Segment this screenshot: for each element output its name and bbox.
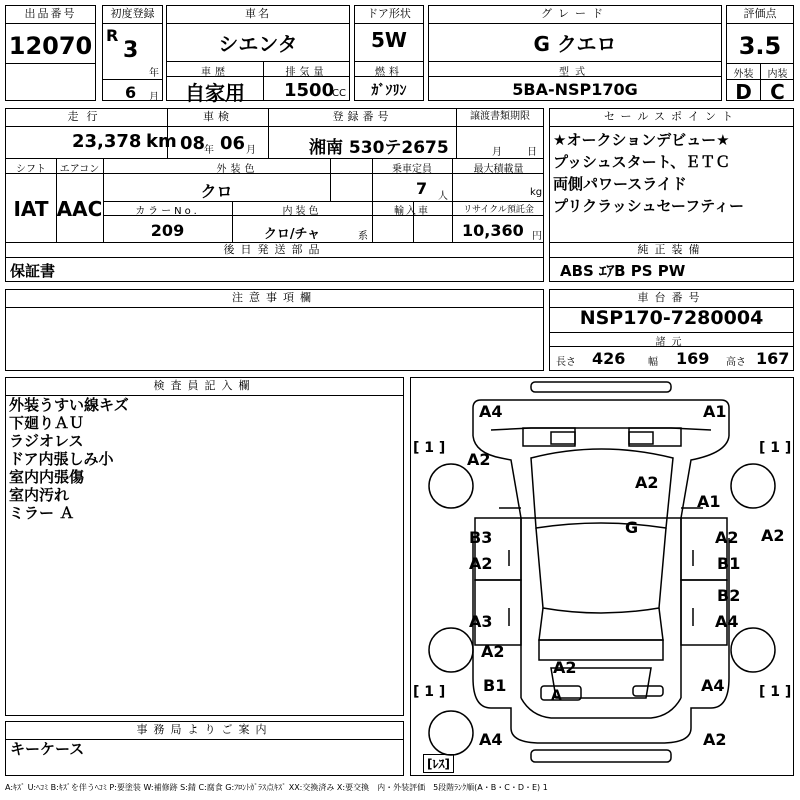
int-grade: C	[770, 80, 785, 104]
color-no-value: 209	[150, 221, 185, 240]
mark-a2-roof: A2	[553, 658, 577, 677]
shift-label: シフト	[16, 164, 46, 175]
history-label: 車歴	[201, 67, 229, 78]
car-name-box	[166, 5, 350, 62]
spec-grid	[5, 158, 544, 243]
first-reg-year-unit: 年	[149, 68, 159, 79]
later-parts-value: 保証書	[10, 262, 56, 280]
shift-value: IAT	[13, 197, 49, 221]
inspector-item-5: 室内内張傷	[9, 468, 85, 486]
mark-b2-r: B2	[717, 586, 741, 605]
height-label: 高さ	[726, 357, 746, 368]
inspector-item-7: ミラー Ａ	[9, 504, 75, 522]
chassis-value: NSP170-7280004	[579, 307, 764, 329]
specs-label: 諸元	[655, 337, 688, 348]
chassis-box	[549, 289, 794, 371]
score-value: 3.5	[738, 32, 782, 60]
displacement-value: 1500	[284, 80, 335, 101]
ext-grade-label: 外装	[733, 69, 754, 80]
inspector-box	[5, 377, 404, 716]
lot-box	[5, 5, 96, 101]
fuel-box	[354, 61, 424, 101]
inspector-item-1: 外装うすい線キズ	[9, 396, 129, 414]
inspector-item-2: 下廻りＡＵ	[9, 414, 85, 432]
fuel-value: ｶﾞｿﾘﾝ	[371, 83, 407, 99]
mark-a2-ld: A2	[469, 554, 493, 573]
mark-b1-r: B1	[717, 554, 741, 573]
transfer-month-unit: 月	[492, 147, 502, 158]
inspection-year-unit: 年	[204, 145, 214, 156]
office-box	[5, 721, 404, 776]
mark-a1-fr: A1	[697, 492, 721, 511]
legend: A:ｷｽﾞ U:ﾍｺﾐ B:ｷｽﾞを伴うﾍｺﾐ P:要塗装 W:補修跡 S:錆 C:腐食 G:ﾌﾛﾝﾄｶﾞﾗｽ点ｷｽﾞ XX:交換済み X:要交換 内・外装評価 5段階ﾗﾝｸ順(A・B・C・D・E) 1	[5, 783, 548, 792]
tyre-rl-depth: [ 1 ]	[413, 684, 446, 700]
sales-point-2: プッシュスタート、ＥＴＣ	[553, 153, 731, 171]
exterior-color-value: クロ	[200, 182, 233, 201]
ext-grade: D	[735, 80, 752, 104]
mileage-label: 走行	[6, 109, 167, 127]
grade-label: グレード	[429, 6, 721, 24]
length-value: 426	[592, 349, 626, 368]
transfer-label: 譲渡書類期限	[457, 109, 543, 127]
displacement-unit: CC	[332, 88, 346, 99]
first-reg-label: 初度登録	[103, 6, 162, 24]
model-value: 5BA-NSP170G	[512, 80, 638, 99]
lot-number: 12070	[8, 32, 93, 60]
ac-label: エアコン	[59, 164, 100, 175]
equipment-value: ABS ｴｱB PS PW	[560, 262, 686, 280]
lot-label: 出品番号	[6, 6, 95, 24]
first-reg-month: 6	[125, 83, 137, 102]
inspection-label: 車検	[168, 109, 268, 127]
sales-points-box	[549, 108, 794, 243]
mark-a2-rd: A2	[715, 528, 739, 547]
sales-point-1: ★オークションデビュー★	[553, 131, 730, 149]
mark-a2-fl: A2	[467, 450, 491, 469]
interior-color-value: クロ/チャ	[263, 227, 321, 242]
width-value: 169	[676, 349, 710, 368]
history-box	[166, 61, 264, 105]
inspection-month-unit: 月	[246, 145, 256, 156]
color-no-label: カラーNo.	[135, 206, 200, 217]
reg-no-value: 湘南 530テ2675	[309, 138, 449, 158]
mark-a2-lr: A2	[481, 642, 505, 661]
capacity-label: 乗車定員	[392, 164, 432, 175]
inspector-item-3: ラジオレス	[9, 432, 84, 450]
door-type: 5W	[371, 28, 407, 52]
reg-no-box	[268, 108, 457, 159]
inspection-box	[167, 108, 269, 159]
car-name-label: 車名	[167, 6, 349, 24]
later-parts-label: 後日発送部品	[6, 243, 543, 258]
recycle-label: リサイクル預託金	[463, 205, 534, 215]
notes-label: 注意事項欄	[6, 290, 543, 308]
tyre-rr-depth: [ 1 ]	[759, 684, 792, 700]
score-box	[726, 5, 794, 104]
mark-b1-lr: B1	[483, 676, 507, 695]
score-label: 評価点	[727, 6, 793, 24]
car-diagram	[410, 377, 794, 776]
notes-box	[5, 289, 544, 371]
car-outline	[411, 378, 793, 775]
capacity-unit: 人	[438, 191, 448, 202]
later-parts-box	[5, 242, 544, 282]
equipment-box	[549, 242, 794, 282]
equipment-label: 純正装備	[550, 243, 793, 258]
model-label: 型式	[559, 67, 591, 78]
exterior-color-label: 外装色	[216, 164, 259, 175]
history-value: 自家用	[185, 81, 245, 105]
spare-tyre: [ﾚｽ]	[423, 754, 454, 773]
door-label: ドア形状	[355, 6, 423, 24]
inspector-item-4: ドア内張しみ小	[9, 450, 114, 468]
mark-g: G	[625, 518, 639, 537]
inspector-item-6: 室内汚れ	[9, 486, 70, 504]
grade-value: G クエロ	[533, 32, 617, 56]
fuel-label: 燃料	[375, 67, 403, 78]
car-name: シエンタ	[218, 32, 298, 56]
mileage-value: 23,378	[72, 131, 142, 152]
mark-a4-r: A4	[715, 612, 739, 631]
office-value: キーケース	[10, 740, 85, 758]
mark-a-tail: A	[551, 688, 562, 704]
sales-points-label: セールスポイント	[550, 109, 793, 127]
displacement-label: 排気量	[285, 67, 328, 78]
mark-a4-tl: A4	[479, 402, 503, 421]
mark-b3: B3	[469, 528, 493, 547]
inspection-month: 06	[220, 133, 246, 154]
mark-a3-l: A3	[469, 612, 493, 631]
tyre-fl-depth: [ 1 ]	[413, 440, 446, 456]
mileage-unit: km	[146, 131, 177, 152]
capacity-value: 7	[416, 179, 428, 198]
transfer-day-unit: 日	[527, 147, 537, 158]
first-reg-month-unit: 月	[149, 92, 159, 103]
first-reg-year: 3	[123, 38, 139, 63]
mileage-box	[5, 108, 177, 159]
import-label: 輸入車	[394, 206, 430, 217]
recycle-unit: 円	[532, 231, 542, 242]
displacement-box	[263, 61, 350, 101]
grade-box	[428, 5, 722, 62]
mark-a4-rr: A4	[701, 676, 725, 695]
mark-a2-hood: A2	[635, 473, 659, 492]
first-reg-box	[102, 5, 163, 101]
inspector-label: 検査員記入欄	[6, 378, 403, 396]
recycle-value: 10,360	[462, 221, 524, 240]
int-grade-label: 内装	[767, 69, 788, 80]
mark-a2-rfender: A2	[761, 526, 785, 545]
max-load-label: 最大積載量	[473, 164, 524, 175]
mark-a2-br: A2	[703, 730, 727, 749]
max-load-unit: kg	[530, 187, 543, 198]
mark-a4-bl: A4	[479, 730, 503, 749]
mark-a1-tr: A1	[703, 402, 727, 421]
tyre-fr-depth: [ 1 ]	[759, 440, 792, 456]
sales-point-3: 両側パワースライド	[553, 175, 687, 193]
transfer-box	[456, 108, 544, 159]
interior-color-label: 内装色	[282, 206, 322, 217]
model-box	[428, 61, 722, 101]
inspection-year: 08	[180, 133, 206, 154]
sales-point-4: プリクラッシュセーフティー	[553, 197, 744, 215]
length-label: 長さ	[556, 357, 576, 368]
interior-color-unit: 系	[358, 231, 368, 242]
width-label: 幅	[648, 357, 658, 368]
office-label: 事務局よりご案内	[6, 722, 403, 740]
ac-value: AAC	[56, 197, 103, 221]
height-value: 167	[756, 349, 790, 368]
chassis-label: 車台番号	[550, 290, 793, 308]
first-reg-era: R	[106, 26, 119, 45]
door-box	[354, 5, 424, 62]
reg-no-label: 登録番号	[269, 109, 456, 127]
